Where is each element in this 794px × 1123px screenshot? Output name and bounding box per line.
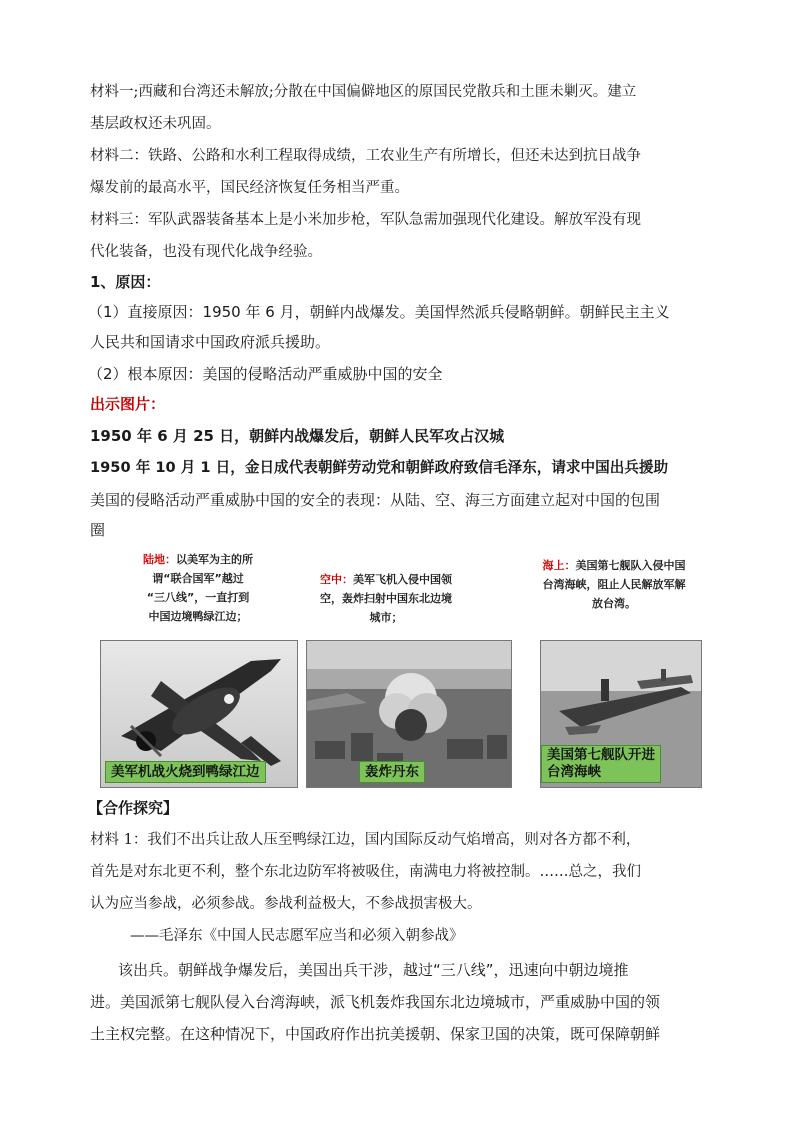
threat-line1: 美国的侵略活动严重威胁中国的安全的表现：从陆、空、海三方面建立起对中国的包围 [90, 491, 661, 509]
land-caption-line3: “三八线”，一直打到 [146, 591, 250, 604]
land-caption-line2: 谓“联合国军”越过 [152, 572, 244, 585]
answer-line3: 土主权完整。在这种情况下，中国政府作出抗美援朝、保家卫国的决策，既可保障朝鲜 [90, 1025, 661, 1043]
sea-caption-line1: 美国第七舰队入侵中国 [575, 559, 686, 572]
air-caption-line3: 城市； [369, 611, 403, 624]
event-1950-06-25: 1950 年 6 月 25 日，朝鲜内战爆发后，朝鲜人民军攻占汉城 [90, 427, 505, 445]
encirclement-figure [100, 548, 702, 788]
land-caption-line4: 中国边境鸭绿江边； [148, 610, 248, 623]
sea-caption-line2: 台湾海峡，阻止人民解放军解 [542, 578, 686, 591]
material1-line3: 认为应当参战，必须参战。参战利益极大，不参战损害极大。 [90, 896, 482, 912]
sea-caption [524, 556, 704, 613]
cause-root: （2）根本原因：美国的侵略活动严重威胁中国的安全 [88, 365, 443, 383]
threat-line2: 圈 [90, 521, 106, 539]
land-caption-line1: 以美军为主的所 [176, 553, 253, 566]
sea-caption-line3: 放台湾。 [592, 597, 636, 610]
fleet-photo [540, 640, 702, 788]
material-one-line2: 基层政权还未巩固。 [90, 116, 221, 132]
air-caption-line1: 美军飞机入侵中国领 [353, 573, 452, 586]
coop-heading: 【合作探究】 [88, 799, 179, 817]
material1-line2: 首先是对东北更不利，整个东北边防军将被吸住，南满电力将被控制。……总之，我们 [90, 864, 641, 880]
air-tag: 空中： [320, 573, 353, 586]
show-pictures-heading: 出示图片： [90, 395, 166, 413]
source-citation: ——毛泽东《中国人民志愿军应当和必须入朝参战》 [130, 928, 464, 944]
aircraft-photo [100, 640, 298, 788]
land-caption [118, 550, 278, 626]
answer-line2: 进。美国派第七舰队侵入台湾海峡，派飞机轰炸我国东北边境城市，严重威胁中国的领 [90, 993, 661, 1011]
bombing-photo-label: 轰炸丹东 [359, 761, 425, 783]
answer-line1: 该出兵。朝鲜战争爆发后，美国出兵干涉，越过“三八线”，迅速向中朝边境推 [118, 961, 629, 979]
sea-tag: 海上： [542, 559, 576, 572]
material-three-line2: 代化装备，也没有现代化战争经验。 [90, 244, 322, 260]
cause-direct-line1: （1）直接原因：1950 年 6 月，朝鲜内战爆发。美国悍然派兵侵略朝鲜。朝鲜民主主义 [88, 303, 670, 321]
material-three-line1: 材料三：军队武器装备基本上是小米加步枪，军队急需加强现代化建设。解放军没有现 [90, 212, 641, 228]
land-tag: 陆地： [143, 553, 176, 566]
fleet-photo-label [541, 745, 661, 783]
fleet-photo-label-line2: 台湾海峡 [547, 764, 601, 780]
material-one-line1: 材料一;西藏和台湾还未解放;分散在中国偏僻地区的原国民党散兵和土匪未剿灭。建立 [90, 84, 637, 100]
cause-heading: 1、原因： [90, 273, 161, 291]
aircraft-photo-label: 美军机战火烧到鸭绿江边 [105, 761, 266, 783]
material-two-line1: 材料二：铁路、公路和水利工程取得成绩，工农业生产有所增长，但还未达到抗日战争 [90, 148, 641, 164]
cause-direct-line2: 人民共和国请求中国政府派兵援助。 [90, 333, 331, 351]
material-two-line2: 爆发前的最高水平，国民经济恢复任务相当严重。 [90, 180, 409, 196]
air-caption-line2: 空，轰炸扫射中国东北边境 [320, 592, 452, 605]
event-1950-10-01: 1950 年 10 月 1 日，金日成代表朝鲜劳动党和朝鲜政府致信毛泽东，请求中国出兵援助 [90, 459, 669, 476]
fleet-photo-label-line1: 美国第七舰队开进 [547, 747, 655, 763]
material1-line1: 材料 1：我们不出兵让敌人压至鸭绿江边，国内国际反动气焰增高，则对各方都不利， [90, 832, 641, 848]
bombing-photo [306, 640, 512, 788]
air-caption [300, 570, 472, 627]
